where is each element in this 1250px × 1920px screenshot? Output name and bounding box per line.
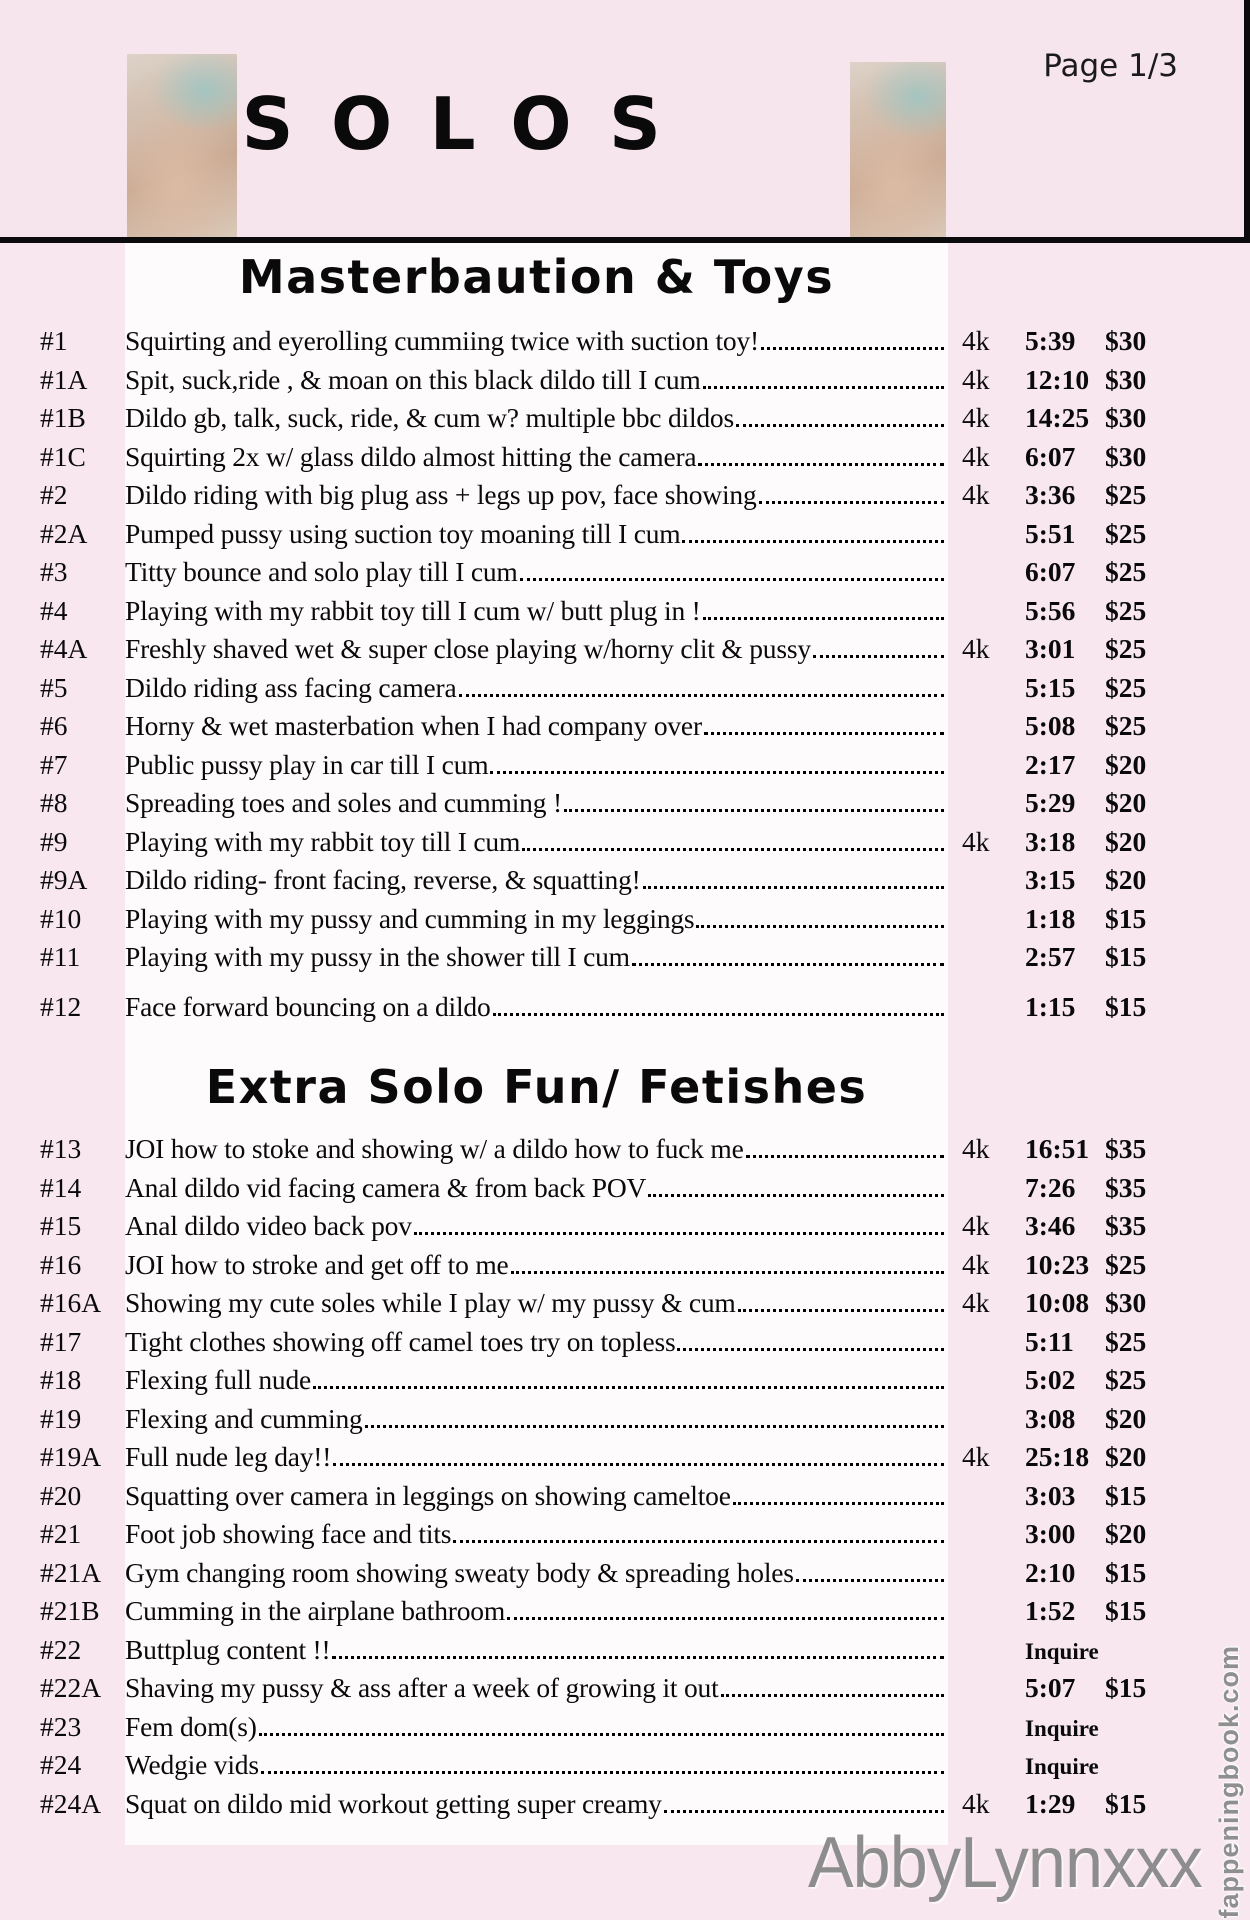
item-price: $25 (1105, 710, 1147, 741)
item-title: Flexing full nude (125, 1364, 312, 1395)
item-duration: 2:57 (1025, 941, 1076, 972)
item-title-wrap (125, 1631, 950, 1670)
item-duration: 3:03 (1025, 1479, 1076, 1511)
table-row (0, 1246, 1250, 1285)
item-quality: 4k (962, 479, 990, 510)
table-row (0, 1708, 1250, 1747)
item-price: $30 (1105, 1287, 1147, 1318)
item-price: $25 (1105, 479, 1147, 510)
item-number: #17 (40, 1325, 82, 1357)
item-number: #6 (40, 710, 68, 741)
item-duration: 6:07 (1025, 556, 1076, 587)
item-title-wrap (125, 1554, 950, 1593)
item-number: #22 (40, 1633, 82, 1665)
item-quality: 4k (962, 1248, 990, 1280)
item-duration: 1:52 (1025, 1595, 1076, 1626)
item-price: $15 (1105, 990, 1147, 1022)
header-photo-right-placeholder (850, 62, 946, 237)
item-number: #7 (40, 748, 68, 780)
item-title: Buttplug content !! (125, 1633, 331, 1665)
item-title-wrap (125, 938, 950, 977)
table-row (0, 1169, 1250, 1208)
dotted-leader (313, 1383, 944, 1389)
item-number: #13 (40, 1133, 82, 1164)
item-title-wrap (125, 1400, 950, 1439)
item-quality: 4k (962, 825, 990, 857)
item-title: Gym changing room showing sweaty body & spreading holes (125, 1556, 794, 1588)
item-quality: 4k (962, 440, 990, 472)
item-duration: 3:36 (1025, 479, 1076, 510)
dotted-leader (414, 1229, 944, 1235)
item-title: Dildo riding- front facing, reverse, & squatting! (125, 864, 641, 895)
item-quality: 4k (962, 402, 990, 433)
item-quality: 4k (962, 1210, 990, 1241)
item-title-wrap (125, 1785, 950, 1824)
item-duration: 1:18 (1025, 902, 1076, 934)
item-quality: 4k (962, 1287, 990, 1318)
item-title-wrap (125, 823, 950, 862)
item-duration: 3:08 (1025, 1402, 1076, 1434)
item-duration: 3:18 (1025, 825, 1076, 857)
item-duration: 7:26 (1025, 1171, 1076, 1203)
table-row (0, 1785, 1250, 1824)
item-number: #10 (40, 902, 82, 934)
table-row (0, 1361, 1250, 1400)
item-title: Spit, suck,ride , & moan on this black dildo till I cum (125, 363, 701, 395)
item-price: $15 (1105, 1787, 1147, 1819)
item-price: $25 (1105, 1248, 1147, 1280)
item-price: $25 (1105, 633, 1147, 664)
item-title: Flexing and cumming (125, 1402, 363, 1434)
item-number: #16A (40, 1287, 102, 1318)
table-row (0, 1515, 1250, 1554)
item-title-wrap (125, 476, 950, 515)
creator-watermark: AbbyLynnxxx (808, 1823, 1202, 1903)
item-duration: 5:11 (1025, 1325, 1074, 1357)
item-title: Horny & wet masterbation when I had company over (125, 710, 702, 741)
table-row (0, 938, 1250, 977)
dotted-leader (703, 614, 944, 620)
item-title: Squat on dildo mid workout getting super creamy (125, 1787, 662, 1819)
table-row (0, 1284, 1250, 1323)
item-price: $20 (1105, 825, 1147, 857)
item-quality: 4k (962, 1133, 990, 1164)
item-number: #23 (40, 1710, 82, 1742)
item-title-wrap (125, 1207, 950, 1246)
item-title: Squirting 2x w/ glass dildo almost hitting the camera (125, 440, 697, 472)
item-price: $15 (1105, 1556, 1147, 1588)
dotted-leader (520, 575, 944, 581)
page-header (0, 0, 1250, 243)
dotted-leader (696, 922, 944, 928)
item-title: Dildo riding with big plug ass + legs up pov, face showing (125, 479, 757, 510)
item-title: Playing with my pussy in the shower till I cum (125, 941, 630, 972)
item-number: #22A (40, 1672, 102, 1703)
item-number: #1A (40, 363, 88, 395)
item-title: Public pussy play in car till I cum (125, 748, 489, 780)
item-title-wrap (125, 630, 950, 669)
item-price: $15 (1105, 1479, 1147, 1511)
item-duration: Inquire (1025, 1715, 1099, 1741)
section-heading-masterbaution-toys: Masterbaution & Toys (238, 250, 835, 304)
item-title-wrap (125, 1477, 950, 1516)
dotted-leader (632, 960, 944, 966)
item-title: Anal dildo video back pov (125, 1210, 412, 1241)
item-title: Full nude leg day!! (125, 1441, 332, 1472)
item-title: Shaving my pussy & ass after a week of growing it out (125, 1672, 719, 1703)
item-price: $15 (1105, 941, 1147, 972)
dotted-leader (746, 1152, 944, 1158)
item-number: #24 (40, 1749, 82, 1780)
item-title: Playing with my rabbit toy till I cum (125, 825, 521, 857)
table-row (0, 669, 1250, 708)
item-duration: 2:10 (1025, 1556, 1076, 1588)
table-row (0, 900, 1250, 939)
item-price: $20 (1105, 1518, 1147, 1549)
item-number: #11 (40, 941, 81, 972)
item-number: #9A (40, 864, 88, 895)
dotted-leader (703, 383, 944, 389)
dotted-leader (813, 652, 944, 658)
item-title-wrap (125, 361, 950, 400)
item-title: JOI how to stroke and get off to me (125, 1248, 509, 1280)
item-title-wrap (125, 669, 950, 708)
item-number: #14 (40, 1171, 82, 1203)
dotted-leader (453, 1537, 944, 1543)
item-title: Wedgie vids (125, 1749, 259, 1780)
item-title-wrap (125, 438, 950, 477)
item-price: $25 (1105, 594, 1147, 626)
table-row (0, 1592, 1250, 1631)
table-row (0, 861, 1250, 900)
item-price: $25 (1105, 556, 1147, 587)
item-title-wrap (125, 707, 950, 746)
item-number: #12 (40, 990, 82, 1022)
item-number: #4A (40, 633, 88, 664)
item-price: $30 (1105, 440, 1147, 472)
item-duration: 10:23 (1025, 1248, 1090, 1280)
item-number: #1C (40, 440, 86, 472)
item-title: Playing with my rabbit toy till I cum w/ butt plug in ! (125, 594, 701, 626)
dotted-leader (736, 421, 944, 427)
item-number: #18 (40, 1364, 82, 1395)
item-number: #15 (40, 1210, 82, 1241)
item-duration: 3:46 (1025, 1210, 1076, 1241)
item-duration: 1:29 (1025, 1787, 1076, 1819)
item-title-wrap (125, 746, 950, 785)
dotted-leader (511, 1268, 944, 1274)
table-row (0, 1669, 1250, 1708)
item-duration: 16:51 (1025, 1133, 1090, 1164)
item-price: $20 (1105, 1402, 1147, 1434)
item-title: Freshly shaved wet & super close playing w/horny clit & pussy (125, 633, 811, 664)
item-number: #9 (40, 825, 68, 857)
item-number: #20 (40, 1479, 82, 1511)
item-duration: 2:17 (1025, 748, 1076, 780)
item-duration: 3:00 (1025, 1518, 1076, 1549)
table-row (0, 1207, 1250, 1246)
dotted-leader (761, 344, 944, 350)
item-number: #4 (40, 594, 68, 626)
item-title: Anal dildo vid facing camera & from back POV (125, 1171, 647, 1203)
table-row (0, 1477, 1250, 1516)
dotted-leader (564, 806, 944, 812)
item-title-wrap (125, 1284, 950, 1323)
price-list-section-2 (0, 1130, 1250, 1823)
table-row (0, 707, 1250, 746)
item-title: Dildo riding ass facing camera (125, 671, 457, 703)
item-duration: 14:25 (1025, 402, 1090, 433)
item-duration: 5:56 (1025, 594, 1076, 626)
section-heading-extra-solo-fun-fetishes: Extra Solo Fun/ Fetishes (205, 1060, 868, 1114)
item-number: #1B (40, 402, 86, 433)
dotted-leader (259, 1730, 944, 1736)
item-number: #19 (40, 1402, 82, 1434)
dotted-leader (664, 1807, 944, 1813)
item-title: Showing my cute soles while I play w/ my pussy & cum (125, 1287, 736, 1318)
item-duration: 3:01 (1025, 633, 1076, 664)
table-row (0, 361, 1250, 400)
item-duration: 1:15 (1025, 990, 1076, 1022)
dotted-leader (493, 1010, 944, 1016)
item-price: $25 (1105, 517, 1147, 549)
table-row (0, 476, 1250, 515)
dotted-leader (648, 1191, 944, 1197)
item-price: $35 (1105, 1171, 1147, 1203)
item-price: $25 (1105, 1325, 1147, 1357)
item-number: #21A (40, 1556, 102, 1588)
dotted-leader (738, 1306, 944, 1312)
item-title-wrap (125, 1323, 950, 1362)
item-title-wrap (125, 1361, 950, 1400)
dotted-leader (704, 729, 944, 735)
dotted-leader (796, 1576, 944, 1582)
item-duration: 5:08 (1025, 710, 1076, 741)
item-number: #8 (40, 787, 68, 818)
item-title-wrap (125, 900, 950, 939)
table-row (0, 630, 1250, 669)
item-title: Titty bounce and solo play till I cum (125, 556, 518, 587)
item-title: Squirting and eyerolling cummiing twice with suction toy! (125, 325, 759, 356)
table-row (0, 438, 1250, 477)
item-title-wrap (125, 861, 950, 900)
item-duration: 5:29 (1025, 787, 1076, 818)
item-price: $15 (1105, 902, 1147, 934)
item-price: $30 (1105, 363, 1147, 395)
item-price: $35 (1105, 1133, 1147, 1164)
item-title: Foot job showing face and tits (125, 1518, 452, 1549)
dotted-leader (677, 1345, 944, 1351)
dotted-leader (522, 845, 944, 851)
table-row (0, 1438, 1250, 1477)
item-price: $15 (1105, 1672, 1147, 1703)
item-title-wrap (125, 1169, 950, 1208)
header-right-border (1244, 0, 1250, 243)
table-row (0, 592, 1250, 631)
item-title: Fem dom(s) (125, 1710, 257, 1742)
dotted-leader (365, 1422, 944, 1428)
item-price: $35 (1105, 1210, 1147, 1241)
table-row (0, 1323, 1250, 1362)
item-quality: 4k (962, 325, 990, 356)
item-title: Dildo gb, talk, suck, ride, & cum w? multiple bbc dildos (125, 402, 734, 433)
table-row (0, 399, 1250, 438)
table-row (0, 322, 1250, 361)
dotted-leader (332, 1653, 944, 1659)
item-title-wrap (125, 515, 950, 554)
item-price: $25 (1105, 671, 1147, 703)
item-duration: 10:08 (1025, 1287, 1090, 1318)
item-quality: 4k (962, 1787, 990, 1819)
page-title: SOLOS (241, 82, 699, 166)
item-title-wrap (125, 399, 950, 438)
table-row (0, 1554, 1250, 1593)
dotted-leader (507, 1614, 944, 1620)
item-number: #24A (40, 1787, 102, 1819)
table-row (0, 1400, 1250, 1439)
table-row (0, 553, 1250, 592)
item-price: $20 (1105, 787, 1147, 818)
dotted-leader (759, 498, 944, 504)
item-title-wrap (125, 1592, 950, 1631)
item-duration: 3:15 (1025, 864, 1076, 895)
item-duration: 5:02 (1025, 1364, 1076, 1395)
item-price: $30 (1105, 325, 1147, 356)
item-title-wrap (125, 592, 950, 631)
item-title-wrap (125, 1708, 950, 1747)
item-duration: Inquire (1025, 1754, 1099, 1779)
dotted-leader (459, 691, 944, 697)
item-duration: 5:39 (1025, 325, 1076, 356)
item-quality: 4k (962, 633, 990, 664)
dotted-leader (490, 768, 944, 774)
dotted-leader (698, 460, 944, 466)
item-price: $30 (1105, 402, 1147, 433)
item-duration: 12:10 (1025, 363, 1090, 395)
item-number: #2 (40, 479, 68, 510)
item-title-wrap (125, 1246, 950, 1285)
dotted-leader (733, 1499, 944, 1505)
table-row (0, 988, 1250, 1027)
site-watermark-vertical: fappeningbook.com (1214, 1644, 1244, 1918)
item-number: #2A (40, 517, 88, 549)
dotted-leader (333, 1460, 944, 1466)
dotted-leader (261, 1768, 944, 1774)
item-title-wrap (125, 1438, 950, 1477)
item-duration: 25:18 (1025, 1441, 1090, 1472)
item-title-wrap (125, 784, 950, 823)
item-price: $20 (1105, 1441, 1147, 1472)
dotted-leader (721, 1691, 944, 1697)
item-title: Tight clothes showing off camel toes try on topless (125, 1325, 676, 1357)
item-number: #21B (40, 1595, 100, 1626)
item-number: #16 (40, 1248, 82, 1280)
item-price: $20 (1105, 864, 1147, 895)
item-title: Spreading toes and soles and cumming ! (125, 787, 562, 818)
item-quality: 4k (962, 1441, 990, 1472)
item-number: #3 (40, 556, 68, 587)
item-title-wrap (125, 1130, 950, 1169)
item-number: #1 (40, 325, 68, 356)
item-number: #21 (40, 1518, 82, 1549)
item-title-wrap (125, 988, 950, 1027)
item-title: Squatting over camera in leggings on showing cameltoe (125, 1479, 731, 1511)
item-duration: 6:07 (1025, 440, 1076, 472)
item-title: Cumming in the airplane bathroom (125, 1595, 506, 1626)
table-row (0, 823, 1250, 862)
item-title-wrap (125, 553, 950, 592)
table-row (0, 784, 1250, 823)
item-duration: Inquire (1025, 1638, 1099, 1664)
item-price: $25 (1105, 1364, 1147, 1395)
price-list-section-1 (0, 322, 1250, 1026)
item-number: #5 (40, 671, 68, 703)
table-row (0, 1746, 1250, 1785)
table-row (0, 746, 1250, 785)
item-quality: 4k (962, 363, 990, 395)
dotted-leader (682, 537, 944, 543)
item-duration: 5:51 (1025, 517, 1076, 549)
dotted-leader (643, 883, 944, 889)
item-number: #19A (40, 1441, 102, 1472)
item-title-wrap (125, 1515, 950, 1554)
item-duration: 5:07 (1025, 1672, 1076, 1703)
item-price: $15 (1105, 1595, 1147, 1626)
item-title: Pumped pussy using suction toy moaning till I cum (125, 517, 681, 549)
item-duration: 5:15 (1025, 671, 1076, 703)
item-price: $20 (1105, 748, 1147, 780)
item-title-wrap (125, 1746, 950, 1785)
item-title-wrap (125, 322, 950, 361)
item-title: JOI how to stoke and showing w/ a dildo how to fuck me (125, 1133, 744, 1164)
table-row (0, 1631, 1250, 1670)
table-row (0, 1130, 1250, 1169)
item-title: Playing with my pussy and cumming in my leggings (125, 902, 695, 934)
item-title: Face forward bouncing on a dildo (125, 990, 491, 1022)
table-row (0, 515, 1250, 554)
page-number-label: Page 1/3 (1043, 48, 1178, 84)
item-title-wrap (125, 1669, 950, 1708)
